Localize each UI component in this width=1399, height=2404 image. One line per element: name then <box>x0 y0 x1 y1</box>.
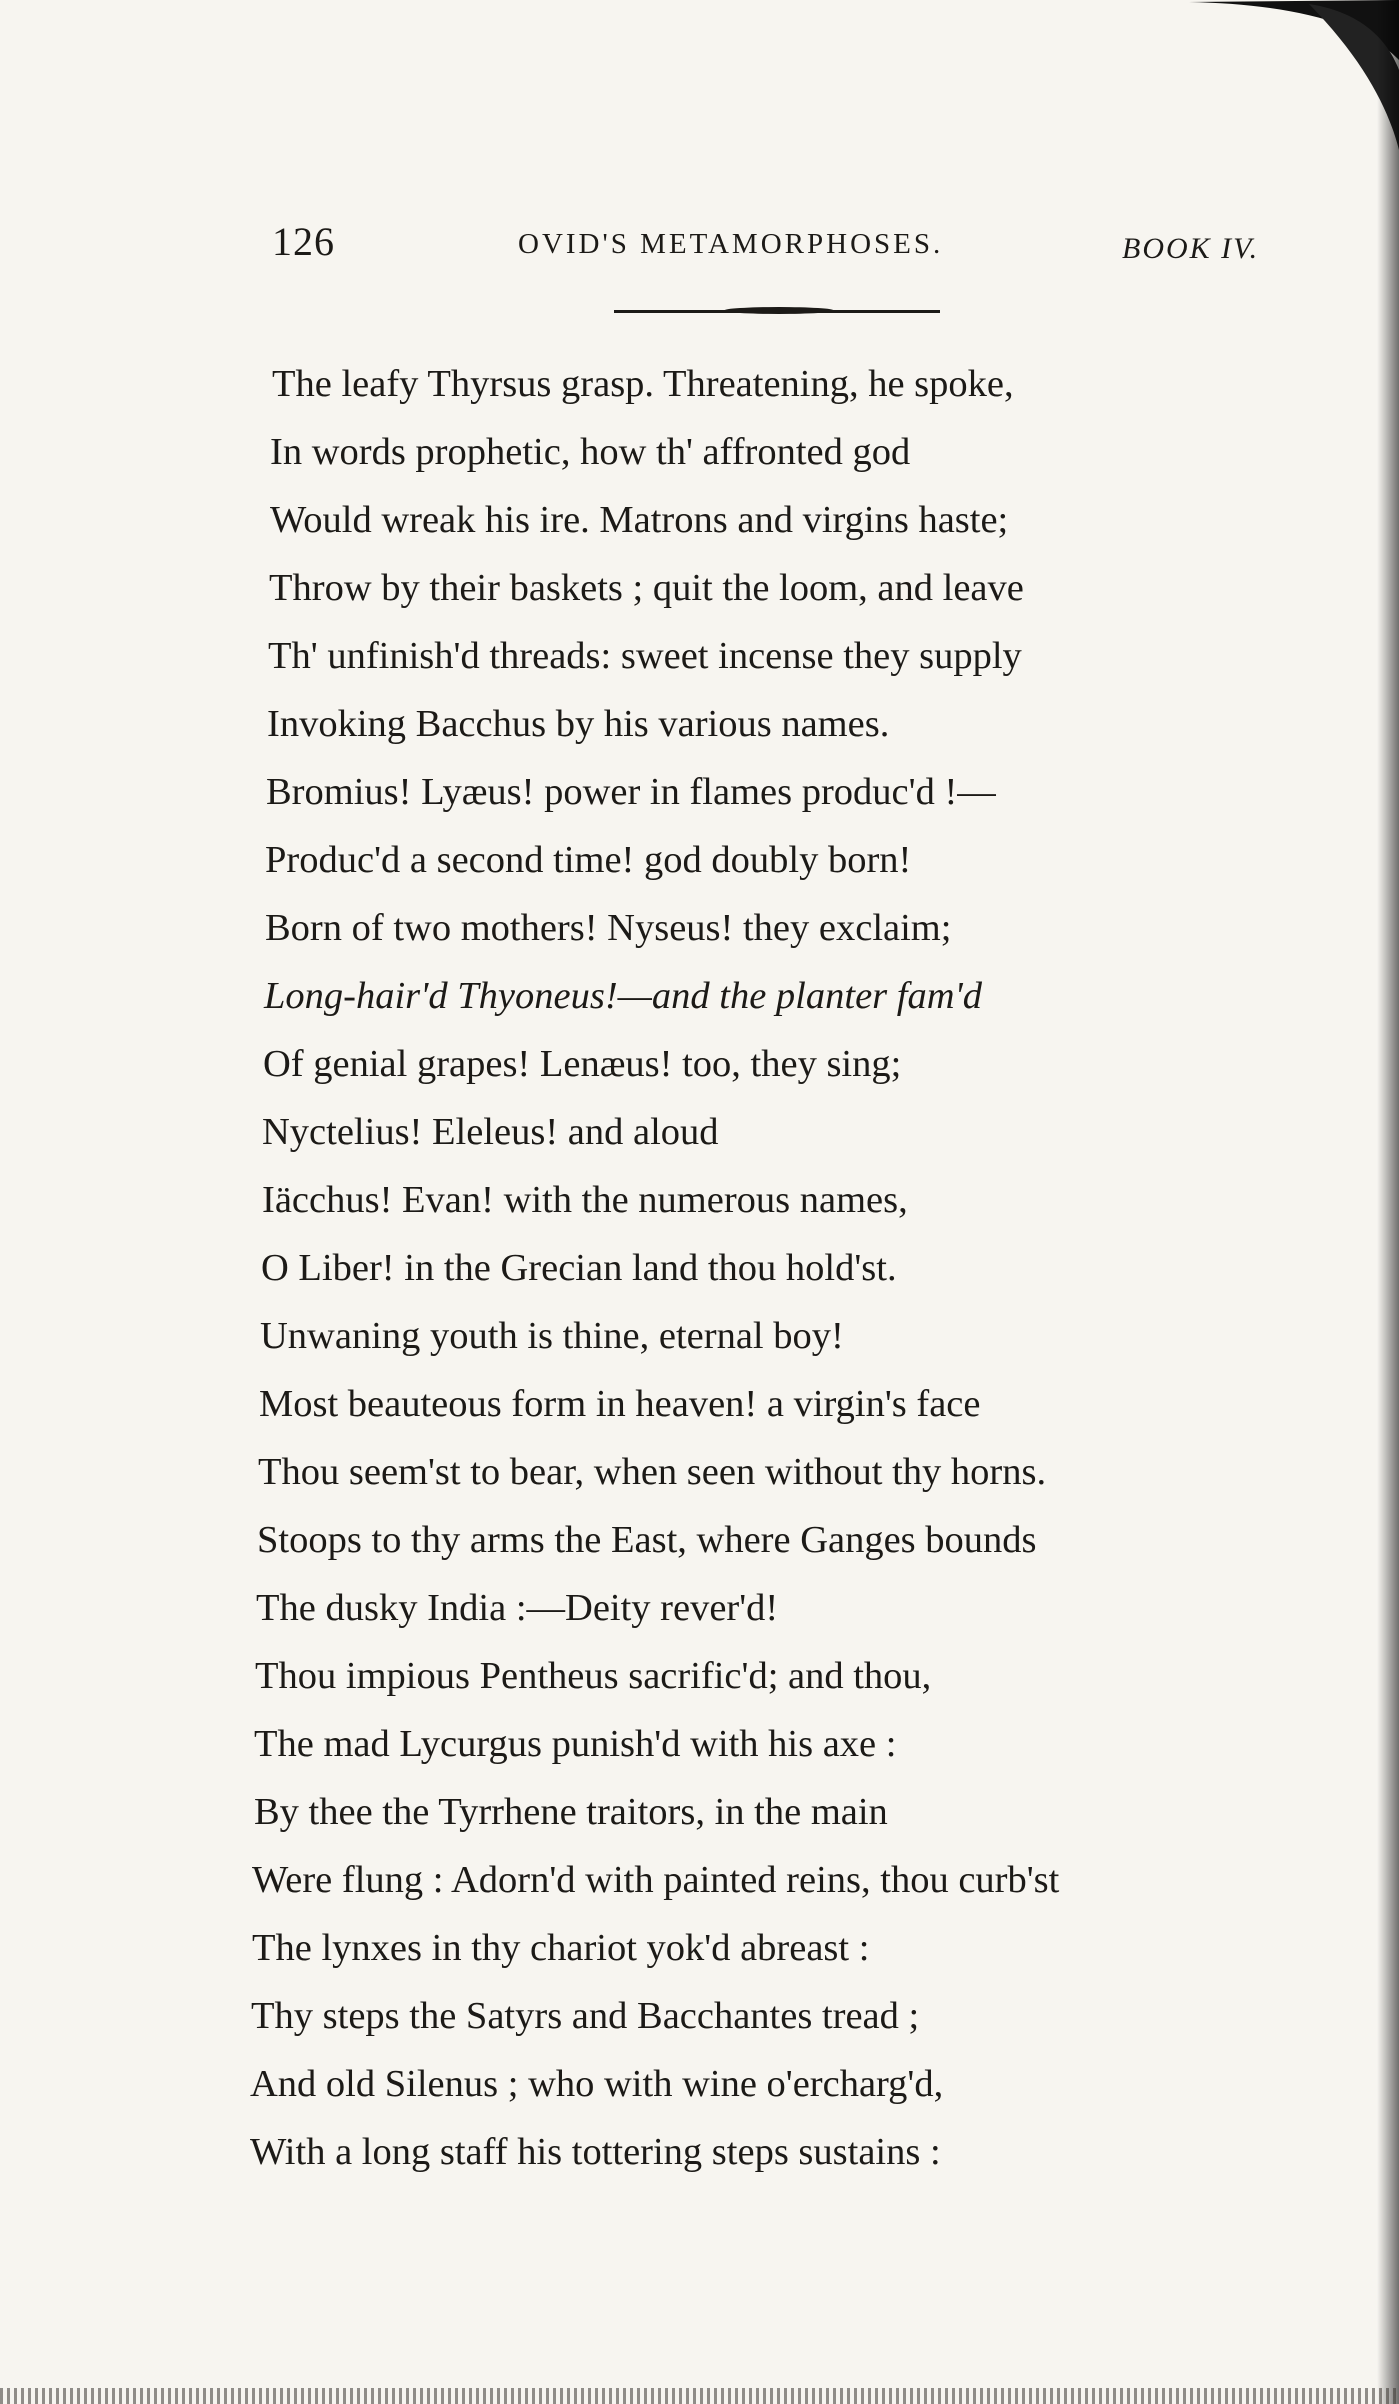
verse-line: Thou seem'st to bear, when seen without thy horns. <box>258 1451 1047 1493</box>
verse-line: Were flung : Adorn'd with painted reins, thou curb'st <box>252 1859 1060 1901</box>
verse-line: And old Silenus ; who with wine o'ercharg'd, <box>250 2063 944 2105</box>
verse-line: The leafy Thyrsus grasp. Threatening, he spoke, <box>272 363 1014 405</box>
verse-line: Unwaning youth is thine, eternal boy! <box>260 1315 844 1357</box>
header-rule <box>614 310 940 313</box>
page-bottom-edge <box>0 2388 1399 2404</box>
running-title: OVID'S METAMORPHOSES. <box>518 228 944 260</box>
verse-line: Most beauteous form in heaven! a virgin's face <box>259 1383 981 1425</box>
verse-line: Th' unfinish'd threads: sweet incense they supply <box>268 635 1022 677</box>
verse-line: By thee the Tyrrhene traitors, in the main <box>254 1791 888 1833</box>
verse-line: Born of two mothers! Nyseus! they exclaim; <box>265 907 952 949</box>
gutter-shadow <box>1377 0 1399 2404</box>
verse-line: Would wreak his ire. Matrons and virgins haste; <box>270 499 1009 541</box>
verse-line: Iäcchus! Evan! with the numerous names, <box>262 1179 908 1221</box>
page-number: 126 <box>272 219 335 264</box>
verse-line: The lynxes in thy chariot yok'd abreast : <box>252 1927 870 1969</box>
verse-line: O Liber! in the Grecian land thou hold'st. <box>261 1247 897 1289</box>
verse-line: The dusky India :—Deity rever'd! <box>256 1587 779 1629</box>
verse-line: In words prophetic, how th' affronted god <box>270 431 911 473</box>
verse-line: Produc'd a second time! god doubly born! <box>265 839 912 881</box>
verse-line: Stoops to thy arms the East, where Ganges bounds <box>257 1519 1037 1561</box>
verse-line: Of genial grapes! Lenæus! too, they sing; <box>263 1043 902 1085</box>
verse-line: Thy steps the Satyrs and Bacchantes tread ; <box>251 1995 920 2037</box>
running-head <box>0 218 1399 288</box>
page-curl-shadow <box>1189 0 1399 150</box>
verse-line: With a long staff his tottering steps sustains : <box>250 2131 941 2173</box>
book-label: BOOK IV. <box>1122 232 1260 265</box>
verse-line: The mad Lycurgus punish'd with his axe : <box>254 1723 897 1765</box>
verse-line: Thou impious Pentheus sacrific'd; and thou, <box>255 1655 932 1697</box>
verse-line: Nyctelius! Eleleus! and aloud <box>262 1111 719 1153</box>
verse-line: Bromius! Lyæus! power in flames produc'd !— <box>266 771 996 813</box>
verse-line: Long-hair'd Thyoneus!—and the planter fam'd <box>264 975 983 1017</box>
verse-line: Throw by their baskets ; quit the loom, and leave <box>269 567 1024 609</box>
verse-line: Invoking Bacchus by his various names. <box>267 703 890 745</box>
